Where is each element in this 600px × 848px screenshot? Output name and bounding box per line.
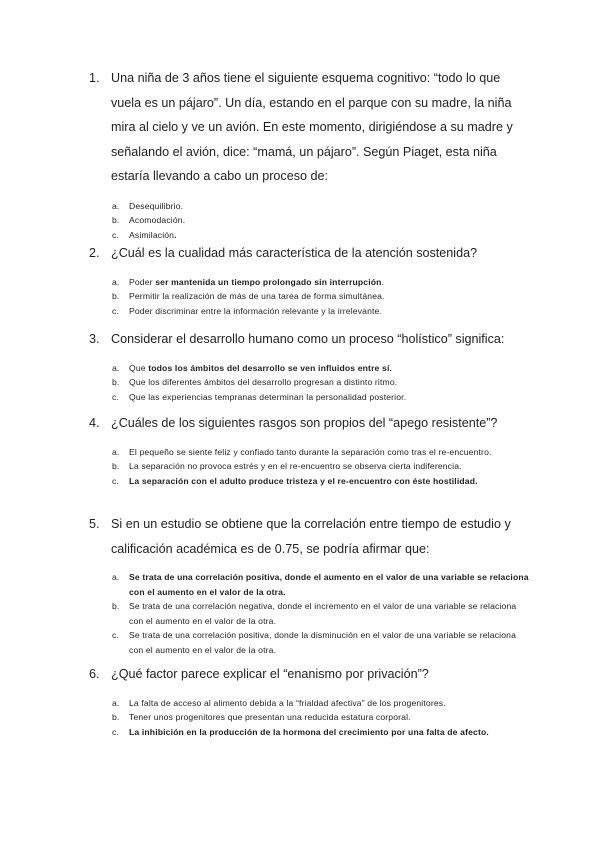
option-a: a. Poder ser mantenida un tiempo prolongado sin interrupción.: [112, 276, 385, 287]
option-b: b. La separación no provoca estrés y en el re-encuentro se observa cierta indiferencia.: [112, 461, 462, 472]
question-number: 4.: [89, 416, 100, 430]
option-c: c. Se trata de una correlación positiva, donde la disminución en el valor de una variable se relaciona con el aumento en el valor de la otra.: [112, 630, 516, 655]
question-4: [0, 411, 600, 488]
option-a: a. Desequilibrio.: [112, 200, 184, 211]
question-number: 2.: [89, 246, 100, 260]
question-6: [0, 662, 600, 739]
question-5: [0, 512, 600, 658]
option-c: c. Que las experiencias tempranas determinan la personalidad posterior.: [112, 391, 407, 402]
question-text: Una niña de 3 años tiene el siguiente esquema cognitivo: “todo lo que vuela es un pájaro”. Un día, estando en el parque con su madre, la niña mira al cielo y ve un avión. En este momento, dirigiéndose a su madre y señalando el avión, dice: “mamá, un pájaro”. Según Piaget, esta niña estaría llevando a cabo un proceso de:: [111, 71, 513, 183]
question-2: [0, 241, 600, 318]
question-number: 6.: [89, 667, 100, 681]
question-text: ¿Cuáles de los siguientes rasgos son propios del “apego resistente”?: [111, 416, 498, 430]
question-3: [0, 327, 600, 404]
question-text: Considerar el desarrollo humano como un proceso “holístico” significa:: [111, 332, 505, 346]
option-a: a. La falta de acceso al alimento debida a la “frialdad afectiva” de los progenitores.: [112, 697, 446, 708]
option-b: b. Acomodación.: [112, 215, 186, 226]
question-1: [0, 66, 600, 242]
option-c: c. La separación con el adulto produce tristeza y el re-encuentro con éste hostilidad.: [112, 475, 478, 486]
option-b: b. Permitir la realización de más de una tarea de forma simultánea.: [112, 291, 385, 302]
option-a: a. El pequeño se siente feliz y confiado tanto durante la separación como tras el re-encuentro.: [112, 446, 492, 457]
option-b: b. Tener unos progenitores que presentan una reducida estatura corporal.: [112, 712, 411, 723]
question-text: Si en un estudio se obtiene que la correlación entre tiempo de estudio y calificación académica es de 0.75, se podría afirmar que:: [111, 517, 511, 556]
option-a: a. Se trata de una correlación positiva, donde el aumento en el valor de una variable se relaciona con el aumento en el valor de la otra.: [112, 572, 529, 597]
question-number: 3.: [89, 332, 100, 346]
option-c: c. Poder discriminar entre la información relevante y la irrelevante.: [112, 305, 383, 316]
option-c: c. La inhibición en la producción de la hormona del crecimiento por una falta de afecto.: [112, 726, 489, 737]
option-b: b. Que los diferentes ámbitos del desarrollo progresan a distinto ritmo.: [112, 377, 398, 388]
option-b: b. Se trata de una correlación negativa, donde el incremento en el valor de una variable se relaciona con el aumento en el valor de la otra.: [112, 601, 517, 626]
question-text: ¿Cuál es la cualidad más característica de la atención sostenida?: [111, 246, 478, 260]
question-number: 5.: [89, 517, 100, 531]
option-c: c. Asimilación.: [112, 229, 177, 240]
question-text: ¿Qué factor parece explicar el “enanismo por privación”?: [111, 667, 429, 681]
question-number: 1.: [89, 71, 100, 85]
option-a: a. Que todos los ámbitos del desarrollo se ven influidos entre sí.: [112, 362, 393, 373]
